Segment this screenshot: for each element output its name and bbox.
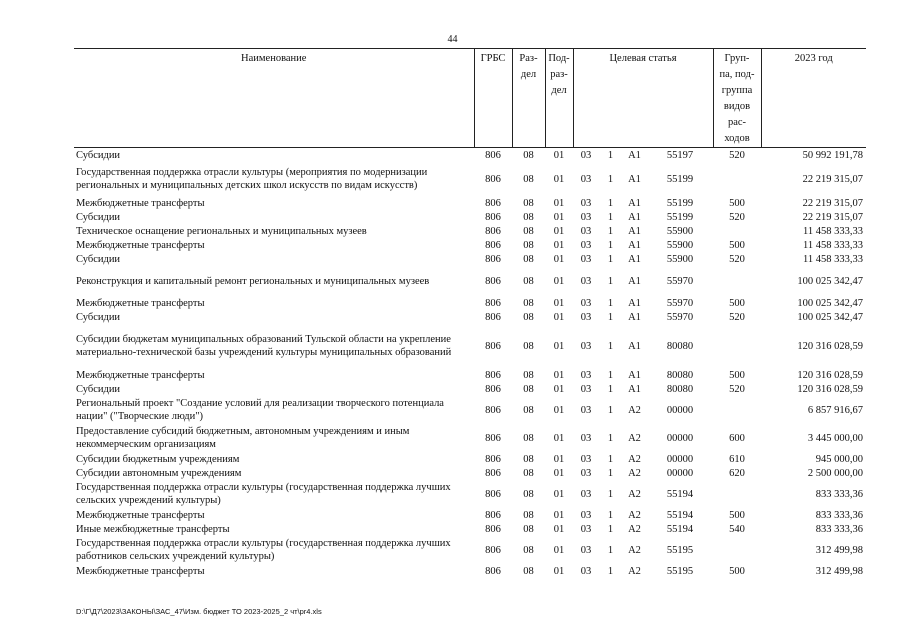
row-amount: 312 499,98 (815, 565, 863, 577)
row-target-subprogram: 1 (607, 297, 614, 309)
row-target-subprogram: 1 (607, 253, 614, 265)
row-target-program: 03 (580, 275, 592, 287)
row-target-program: 03 (580, 467, 592, 479)
row-amount: 945 000,00 (815, 453, 863, 465)
row-razdel: 08 (523, 467, 534, 479)
table-row (74, 148, 866, 163)
header-razdel (512, 49, 545, 148)
row-razdel: 08 (523, 297, 534, 309)
row-expense-group: 520 (729, 211, 745, 223)
header-podrazdel-line: Под- (548, 53, 570, 64)
row-amount: 6 857 916,67 (807, 404, 863, 416)
row-target-program: 03 (580, 369, 592, 381)
row-podrazdel: 01 (553, 523, 565, 535)
row-target-direction: 55900 (666, 253, 694, 265)
row-name: Субсидии (76, 383, 121, 395)
table-row (74, 452, 866, 466)
row-target-project: А2 (628, 404, 641, 416)
row-target-project: А2 (628, 509, 641, 521)
row-amount: 833 333,36 (815, 523, 863, 535)
row-name: Государственная поддержка отрасли культуры (мероприятия по модернизации региональных и муниципальных детских школ искусств по видам искусств) (76, 167, 428, 191)
row-podrazdel: 01 (553, 211, 565, 223)
row-target-direction: 00000 (666, 467, 694, 479)
row-target-subprogram: 1 (607, 523, 614, 535)
row-amount: 120 316 028,59 (797, 383, 863, 395)
row-target-direction: 55199 (666, 197, 694, 209)
row-podrazdel: 01 (553, 544, 565, 556)
row-target-project: А1 (628, 275, 641, 287)
row-amount: 22 219 315,07 (802, 197, 863, 209)
row-name: Межбюджетные трансферты (76, 369, 205, 381)
row-expense-group (713, 396, 761, 424)
row-grbs: 806 (485, 467, 501, 479)
row-razdel: 08 (523, 211, 534, 223)
table-body (74, 148, 866, 579)
row-grbs: 806 (485, 432, 501, 444)
row-target-program: 03 (580, 488, 592, 500)
row-razdel: 08 (523, 383, 534, 395)
row-podrazdel: 01 (553, 225, 565, 237)
row-name: Субсидии (76, 211, 121, 223)
row-grbs: 806 (485, 275, 501, 287)
row-target-direction: 55197 (666, 149, 694, 161)
row-grbs: 806 (485, 369, 501, 381)
row-target-direction: 55194 (666, 509, 694, 521)
row-razdel: 08 (523, 404, 534, 416)
header-podrazdel-line: раз- (550, 69, 568, 80)
table-row (74, 368, 866, 382)
row-target-direction: 55195 (666, 565, 694, 577)
row-target-program: 03 (580, 297, 592, 309)
table-row (74, 536, 866, 564)
row-amount: 50 992 191,78 (802, 149, 863, 161)
row-name: Государственная поддержка отрасли культуры (государственная поддержка лучших сельских учреждений культуры) (76, 482, 451, 506)
header-group-line: Груп- (724, 53, 750, 64)
table-row (74, 238, 866, 252)
row-grbs: 806 (485, 565, 501, 577)
budget-table (74, 48, 866, 578)
header-podrazdel (545, 49, 573, 148)
table-row (74, 224, 866, 238)
row-grbs: 806 (485, 253, 501, 265)
row-expense-group (713, 536, 761, 564)
row-razdel: 08 (523, 565, 534, 577)
row-podrazdel: 01 (553, 149, 565, 161)
row-target-direction: 80080 (666, 369, 694, 381)
row-target-direction: 00000 (666, 404, 694, 416)
row-expense-group: 500 (729, 509, 745, 521)
row-target-direction: 55970 (666, 297, 694, 309)
row-target-project: А1 (628, 340, 641, 352)
row-expense-group (713, 480, 761, 508)
row-name: Межбюджетные трансферты (76, 297, 205, 309)
row-target-subprogram: 1 (607, 275, 614, 287)
table-row (74, 266, 866, 296)
row-target-program: 03 (580, 404, 592, 416)
row-grbs: 806 (485, 383, 501, 395)
row-podrazdel: 01 (553, 565, 565, 577)
row-name: Межбюджетные трансферты (76, 197, 205, 209)
row-target-subprogram: 1 (607, 432, 614, 444)
row-razdel: 08 (523, 432, 534, 444)
header-expense-group (713, 49, 761, 148)
row-podrazdel: 01 (553, 197, 565, 209)
row-expense-group: 520 (729, 253, 745, 265)
row-target-subprogram: 1 (607, 340, 614, 352)
row-target-program: 03 (580, 211, 592, 223)
row-amount: 2 500 000,00 (807, 467, 863, 479)
row-razdel: 08 (523, 488, 534, 500)
row-target-program: 03 (580, 253, 592, 265)
row-razdel: 08 (523, 149, 534, 161)
row-target-program: 03 (580, 453, 592, 465)
row-target-program: 03 (580, 523, 592, 535)
row-target-direction: 00000 (666, 432, 694, 444)
row-razdel: 08 (523, 275, 534, 287)
row-amount: 100 025 342,47 (797, 297, 863, 309)
row-amount: 312 499,98 (815, 544, 863, 556)
table-row (74, 296, 866, 310)
row-expense-group (713, 224, 761, 238)
table-row (74, 252, 866, 266)
row-target-program: 03 (580, 340, 592, 352)
row-target-program: 03 (580, 432, 592, 444)
row-amount: 11 458 333,33 (803, 253, 863, 265)
row-name: Межбюджетные трансферты (76, 565, 205, 577)
table-row (74, 466, 866, 480)
row-target-subprogram: 1 (607, 467, 614, 479)
row-target-project: А2 (628, 523, 641, 535)
row-name: Субсидии (76, 311, 121, 323)
row-target-project: А2 (628, 453, 641, 465)
row-podrazdel: 01 (553, 253, 565, 265)
row-target-direction: 80080 (666, 383, 694, 395)
row-target-direction: 00000 (666, 453, 694, 465)
row-amount: 100 025 342,47 (797, 275, 863, 287)
row-target-direction: 55199 (666, 211, 694, 223)
row-target-program: 03 (580, 197, 592, 209)
row-podrazdel: 01 (553, 239, 565, 251)
row-grbs: 806 (485, 544, 501, 556)
row-amount: 22 219 315,07 (802, 211, 863, 223)
row-target-subprogram: 1 (607, 383, 614, 395)
row-amount: 3 445 000,00 (807, 432, 863, 444)
row-podrazdel: 01 (553, 173, 565, 185)
header-razdel-line: дел (520, 69, 537, 80)
header-year: 2023 год (761, 49, 866, 148)
row-podrazdel: 01 (553, 432, 565, 444)
row-target-project: А1 (628, 253, 641, 265)
row-razdel: 08 (523, 509, 534, 521)
row-podrazdel: 01 (553, 509, 565, 521)
header-group-line: па, под- (719, 69, 755, 80)
row-podrazdel: 01 (553, 467, 565, 479)
header-grbs: ГРБС (474, 49, 512, 148)
row-name: Субсидии (76, 253, 121, 265)
row-grbs: 806 (485, 211, 501, 223)
row-target-subprogram: 1 (607, 311, 614, 323)
row-razdel: 08 (523, 253, 534, 265)
row-target-direction: 55195 (666, 544, 694, 556)
row-name: Межбюджетные трансферты (76, 509, 205, 521)
row-expense-group: 600 (729, 432, 745, 444)
row-name: Субсидии (76, 149, 121, 161)
row-razdel: 08 (523, 340, 534, 352)
row-podrazdel: 01 (553, 311, 565, 323)
row-expense-group: 610 (729, 453, 745, 465)
row-grbs: 806 (485, 404, 501, 416)
row-grbs: 806 (485, 340, 501, 352)
row-expense-group: 500 (729, 297, 745, 309)
row-expense-group: 500 (729, 239, 745, 251)
table-row (74, 310, 866, 324)
row-target-subprogram: 1 (607, 565, 614, 577)
row-target-subprogram: 1 (607, 149, 614, 161)
row-podrazdel: 01 (553, 275, 565, 287)
row-grbs: 806 (485, 453, 501, 465)
row-name: Субсидии бюджетам муниципальных образований Тульской области на укрепление материально-технической базы учреждений культуры муниципальных образований (76, 334, 452, 358)
row-target-direction: 80080 (666, 340, 694, 352)
row-target-direction: 55194 (666, 488, 694, 500)
row-amount: 11 458 333,33 (803, 239, 863, 251)
row-amount: 11 458 333,33 (803, 225, 863, 237)
table-row (74, 522, 866, 536)
row-podrazdel: 01 (553, 297, 565, 309)
row-razdel: 08 (523, 453, 534, 465)
row-target-direction: 55970 (666, 275, 694, 287)
row-target-program: 03 (580, 544, 592, 556)
header-group-line: группа (721, 85, 753, 96)
header-group-line: видов (723, 101, 751, 112)
table-row (74, 382, 866, 396)
row-name: Реконструкция и капитальный ремонт региональных и муниципальных музеев (76, 275, 430, 287)
row-name: Предоставление субсидий бюджетным, автономным учреждениям и иным некоммерческим организациям (76, 426, 410, 450)
table-row (74, 564, 866, 578)
row-target-direction: 55900 (666, 239, 694, 251)
row-name: Субсидии автономным учреждениям (76, 467, 242, 479)
budget-table-container (74, 48, 866, 578)
row-razdel: 08 (523, 225, 534, 237)
row-target-program: 03 (580, 173, 592, 185)
header-name: Наименование (74, 49, 474, 148)
row-target-program: 03 (580, 239, 592, 251)
row-amount: 22 219 315,07 (802, 173, 863, 185)
row-podrazdel: 01 (553, 340, 565, 352)
row-target-project: А1 (628, 225, 641, 237)
row-grbs: 806 (485, 239, 501, 251)
row-razdel: 08 (523, 239, 534, 251)
row-target-project: А1 (628, 297, 641, 309)
row-amount: 120 316 028,59 (797, 340, 863, 352)
row-razdel: 08 (523, 173, 534, 185)
row-expense-group: 520 (729, 311, 745, 323)
row-target-direction: 55194 (666, 523, 694, 535)
row-amount: 833 333,36 (815, 509, 863, 521)
row-target-subprogram: 1 (607, 544, 614, 556)
row-grbs: 806 (485, 488, 501, 500)
table-row (74, 324, 866, 368)
row-target-program: 03 (580, 509, 592, 521)
row-grbs: 806 (485, 311, 501, 323)
row-target-direction: 55900 (666, 225, 694, 237)
row-target-program: 03 (580, 225, 592, 237)
row-expense-group (713, 162, 761, 196)
row-name: Субсидии бюджетным учреждениям (76, 453, 240, 465)
table-row (74, 210, 866, 224)
header-podrazdel-line: дел (551, 85, 567, 96)
row-podrazdel: 01 (553, 488, 565, 500)
row-grbs: 806 (485, 523, 501, 535)
row-expense-group: 500 (729, 369, 745, 381)
row-amount: 833 333,36 (815, 488, 863, 500)
table-row (74, 508, 866, 522)
row-target-subprogram: 1 (607, 509, 614, 521)
row-target-direction: 55970 (666, 311, 694, 323)
row-podrazdel: 01 (553, 404, 565, 416)
row-podrazdel: 01 (553, 383, 565, 395)
row-target-subprogram: 1 (607, 404, 614, 416)
row-podrazdel: 01 (553, 369, 565, 381)
row-target-project: А2 (628, 467, 641, 479)
row-target-project: А1 (628, 383, 641, 395)
row-target-subprogram: 1 (607, 488, 614, 500)
row-name: Межбюджетные трансферты (76, 239, 205, 251)
row-target-subprogram: 1 (607, 225, 614, 237)
row-target-project: А1 (628, 197, 641, 209)
row-target-project: А1 (628, 173, 641, 185)
row-expense-group (713, 324, 761, 368)
row-target-project: А2 (628, 544, 641, 556)
row-target-program: 03 (580, 565, 592, 577)
row-name: Техническое оснащение региональных и муниципальных музеев (76, 225, 367, 237)
header-target-article: Целевая статья (573, 49, 713, 148)
row-name: Государственная поддержка отрасли культуры (государственная поддержка лучших работников сельских учреждений культуры) (76, 538, 451, 562)
row-razdel: 08 (523, 523, 534, 535)
row-target-subprogram: 1 (607, 453, 614, 465)
row-name: Иные межбюджетные трансферты (76, 523, 230, 535)
page-number: 44 (447, 34, 458, 45)
row-target-subprogram: 1 (607, 211, 614, 223)
row-razdel: 08 (523, 197, 534, 209)
row-expense-group: 500 (729, 197, 745, 209)
table-header-row (74, 49, 866, 148)
row-expense-group: 500 (729, 565, 745, 577)
row-name: Региональный проект "Создание условий для реализации творческого потенциала нации" ("Творческие люди") (76, 398, 444, 422)
row-grbs: 806 (485, 173, 501, 185)
row-target-project: А2 (628, 432, 641, 444)
row-podrazdel: 01 (553, 453, 565, 465)
header-razdel-line: Раз- (519, 53, 538, 64)
row-target-program: 03 (580, 311, 592, 323)
file-path-footer: D:\Г\Д7\2023\ЗАКОНЫ\ЗАС_47\Изм. бюджет ТО 2023-2025_2 чт\pr4.xls (76, 607, 322, 616)
row-target-subprogram: 1 (607, 239, 614, 251)
row-target-subprogram: 1 (607, 369, 614, 381)
header-group-line: рас- (727, 117, 747, 128)
table-row (74, 480, 866, 508)
row-target-subprogram: 1 (607, 173, 614, 185)
row-expense-group: 520 (729, 149, 745, 161)
row-target-project: А1 (628, 369, 641, 381)
row-grbs: 806 (485, 197, 501, 209)
row-expense-group: 520 (729, 383, 745, 395)
table-row (74, 162, 866, 196)
row-target-project: А1 (628, 211, 641, 223)
row-amount: 100 025 342,47 (797, 311, 863, 323)
row-amount: 120 316 028,59 (797, 369, 863, 381)
row-grbs: 806 (485, 149, 501, 161)
row-target-project: А1 (628, 239, 641, 251)
row-expense-group: 620 (729, 467, 745, 479)
row-grbs: 806 (485, 225, 501, 237)
row-target-program: 03 (580, 149, 592, 161)
row-expense-group: 540 (729, 523, 745, 535)
table-row (74, 424, 866, 452)
row-target-subprogram: 1 (607, 197, 614, 209)
row-grbs: 806 (485, 509, 501, 521)
row-razdel: 08 (523, 311, 534, 323)
row-target-program: 03 (580, 383, 592, 395)
row-target-project: А1 (628, 311, 641, 323)
table-row (74, 196, 866, 210)
header-group-line: ходов (724, 133, 750, 144)
row-target-direction: 55199 (666, 173, 694, 185)
row-target-project: А1 (628, 149, 641, 161)
row-target-project: А2 (628, 488, 641, 500)
row-target-project: А2 (628, 565, 641, 577)
row-expense-group (713, 266, 761, 296)
row-razdel: 08 (523, 369, 534, 381)
row-razdel: 08 (523, 544, 534, 556)
table-row (74, 396, 866, 424)
row-grbs: 806 (485, 297, 501, 309)
